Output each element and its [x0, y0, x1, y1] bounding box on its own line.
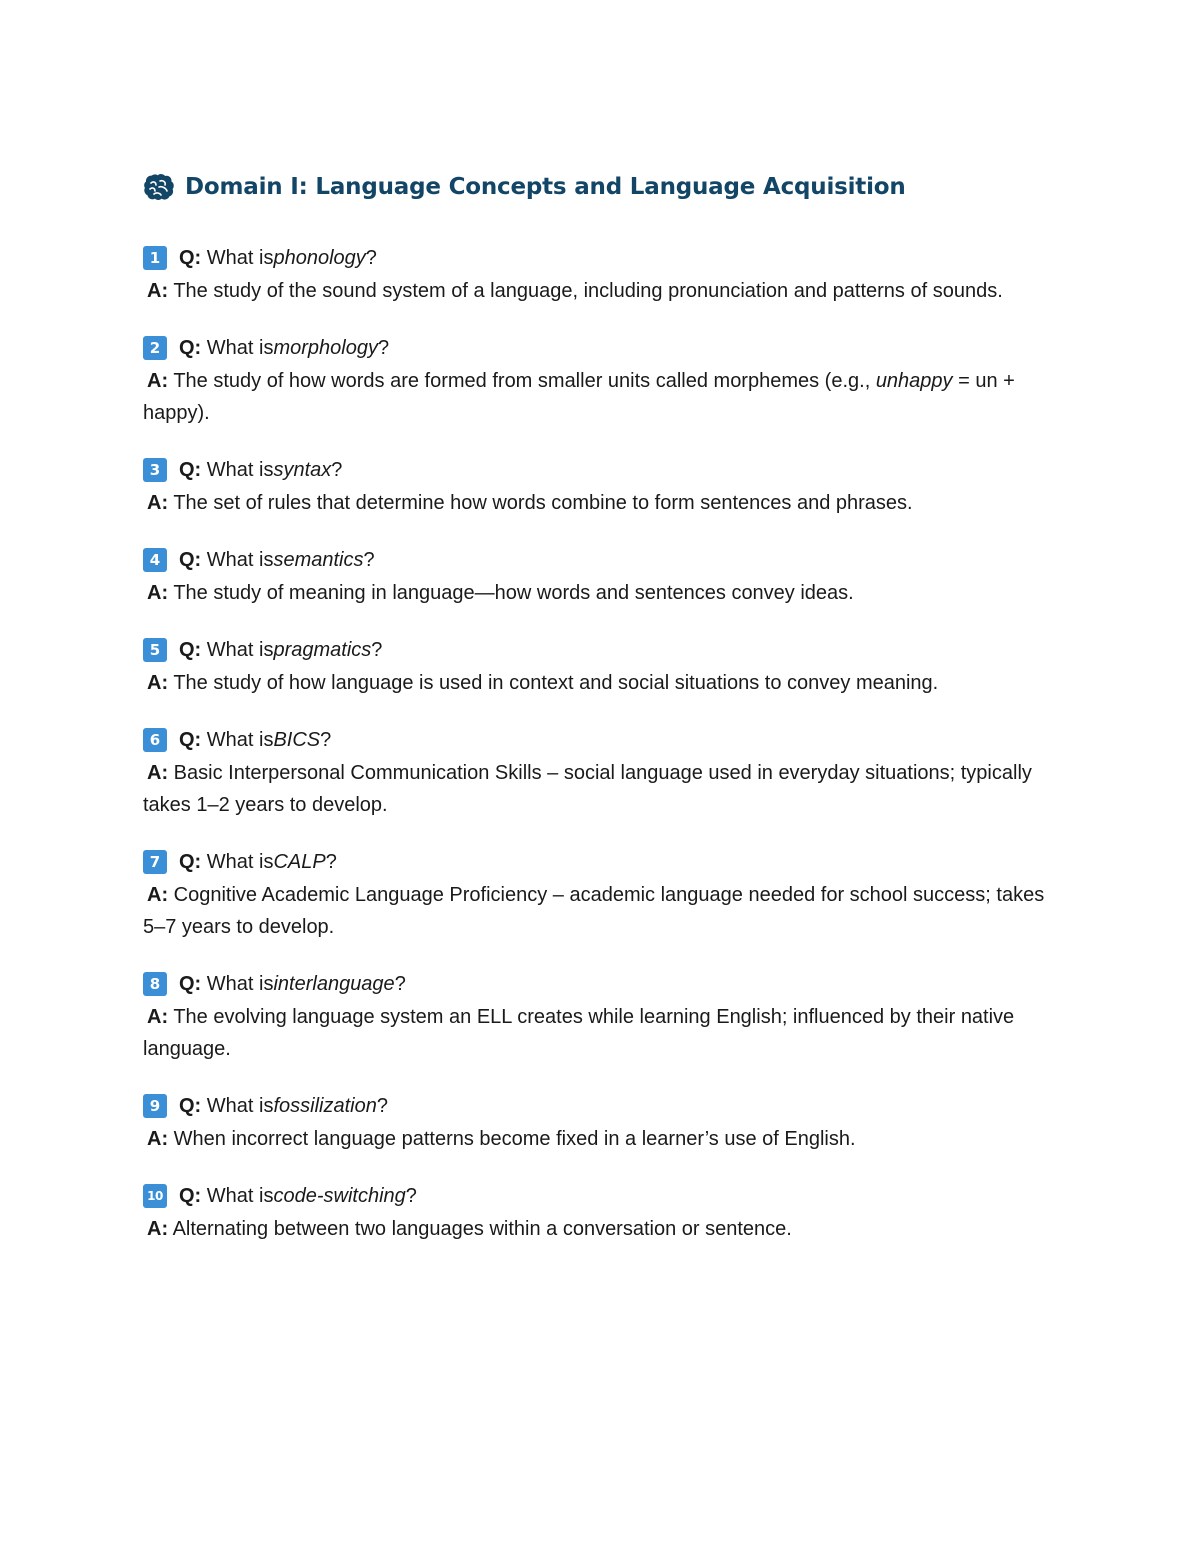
question-mark: ?: [377, 337, 390, 359]
answer: [143, 667, 1063, 699]
question-mark: ?: [363, 549, 375, 571]
number-badge: 1: [143, 246, 167, 270]
question-text: What is: [206, 729, 274, 751]
question-text: What is: [206, 459, 274, 481]
qa-item: [143, 1179, 1063, 1245]
domain-heading: [143, 172, 906, 202]
question-term: interlanguage: [273, 973, 395, 995]
answer-text: When incorrect language patterns become fixed in a learner’s use of English.: [173, 1128, 856, 1150]
question-term: morphology: [273, 337, 378, 359]
answer: [143, 1213, 1063, 1245]
question-label: Q:: [179, 1095, 202, 1117]
question-label: Q:: [179, 459, 202, 481]
qa-list: [143, 241, 1063, 1269]
brain-icon: [143, 172, 175, 202]
question-label: Q:: [179, 247, 202, 269]
number-badge: 10: [143, 1184, 167, 1208]
question-term: code-switching: [273, 1185, 406, 1207]
question: [143, 1089, 1063, 1123]
question-mark: ?: [331, 459, 343, 481]
answer-text: Cognitive Academic Language Proficiency – academic language needed for school success; takes 5–7 years to develop.: [143, 884, 1045, 938]
answer-label: A:: [147, 1218, 169, 1240]
answer-label: A:: [147, 672, 169, 694]
question-text: What is: [206, 639, 274, 661]
question-term: syntax: [273, 459, 332, 481]
question-text: What is: [206, 549, 274, 571]
question-mark: ?: [320, 729, 332, 751]
answer: [143, 757, 1063, 821]
question-mark: ?: [405, 1185, 417, 1207]
answer-label: A:: [147, 280, 169, 302]
question-text: What is: [206, 337, 274, 359]
question: [143, 845, 1063, 879]
question-label: Q:: [179, 973, 202, 995]
question-term: fossilization: [273, 1095, 377, 1117]
number-badge: 9: [143, 1094, 167, 1118]
answer: [143, 365, 1063, 429]
question: [143, 331, 1063, 365]
number-badge: 8: [143, 972, 167, 996]
answer-text: The study of how language is used in context and social situations to convey meaning.: [173, 672, 939, 694]
qa-item: [143, 241, 1063, 307]
answer-text: Alternating between two languages within a conversation or sentence.: [172, 1218, 792, 1240]
number-badge: 5: [143, 638, 167, 662]
question: [143, 241, 1063, 275]
answer: [143, 275, 1063, 307]
question-term: BICS: [273, 729, 321, 751]
answer-text: The study of how words are formed from smaller units called morphemes (e.g.,: [173, 370, 876, 392]
qa-item: [143, 453, 1063, 519]
answer-text: The study of the sound system of a language, including pronunciation and patterns of sounds.: [173, 280, 1003, 302]
answer-label: A:: [147, 582, 169, 604]
question-mark: ?: [394, 973, 406, 995]
answer-label: A:: [147, 370, 169, 392]
answer-text: The set of rules that determine how words combine to form sentences and phrases.: [173, 492, 913, 514]
question-mark: ?: [371, 639, 383, 661]
question: [143, 543, 1063, 577]
question-label: Q:: [179, 729, 202, 751]
question: [143, 723, 1063, 757]
answer-label: A:: [147, 492, 169, 514]
qa-item: [143, 331, 1063, 429]
qa-item: [143, 633, 1063, 699]
question-term: CALP: [273, 851, 326, 873]
answer-label: A:: [147, 884, 169, 906]
question: [143, 633, 1063, 667]
qa-item: [143, 1089, 1063, 1155]
answer: [143, 1001, 1063, 1065]
answer-label: A:: [147, 762, 169, 784]
question-label: Q:: [179, 639, 202, 661]
question-text: What is: [206, 1185, 274, 1207]
answer: [143, 1123, 1063, 1155]
answer-text: The evolving language system an ELL creates while learning English; influenced by their native language.: [143, 1006, 1015, 1060]
question-label: Q:: [179, 337, 202, 359]
question-mark: ?: [325, 851, 337, 873]
page-title: Domain I: Language Concepts and Language Acquisition: [185, 174, 906, 200]
answer-label: A:: [147, 1128, 169, 1150]
question-term: semantics: [273, 549, 364, 571]
question-text: What is: [206, 851, 274, 873]
answer-label: A:: [147, 1006, 169, 1028]
question-text: What is: [206, 247, 274, 269]
question-mark: ?: [376, 1095, 388, 1117]
question-mark: ?: [365, 247, 377, 269]
question: [143, 453, 1063, 487]
number-badge: 7: [143, 850, 167, 874]
number-badge: 6: [143, 728, 167, 752]
question-term: pragmatics: [273, 639, 372, 661]
question-term: phonology: [273, 247, 366, 269]
number-badge: 3: [143, 458, 167, 482]
answer-text: Basic Interpersonal Communication Skills – social language used in everyday situations; typically takes 1–2 years to develop.: [143, 762, 1032, 816]
number-badge: 4: [143, 548, 167, 572]
answer-text: The study of meaning in language—how words and sentences convey ideas.: [173, 582, 854, 604]
qa-item: [143, 967, 1063, 1065]
answer-text-tail: = un + happy).: [143, 370, 1015, 424]
question-text: What is: [206, 1095, 274, 1117]
question-label: Q:: [179, 851, 202, 873]
question: [143, 967, 1063, 1001]
question-label: Q:: [179, 1185, 202, 1207]
question-text: What is: [206, 973, 274, 995]
qa-item: [143, 543, 1063, 609]
example-term: unhappy: [875, 370, 953, 392]
answer: [143, 879, 1063, 943]
question-label: Q:: [179, 549, 202, 571]
qa-item: [143, 845, 1063, 943]
answer: [143, 577, 1063, 609]
question: [143, 1179, 1063, 1213]
qa-item: [143, 723, 1063, 821]
number-badge: 2: [143, 336, 167, 360]
answer: [143, 487, 1063, 519]
